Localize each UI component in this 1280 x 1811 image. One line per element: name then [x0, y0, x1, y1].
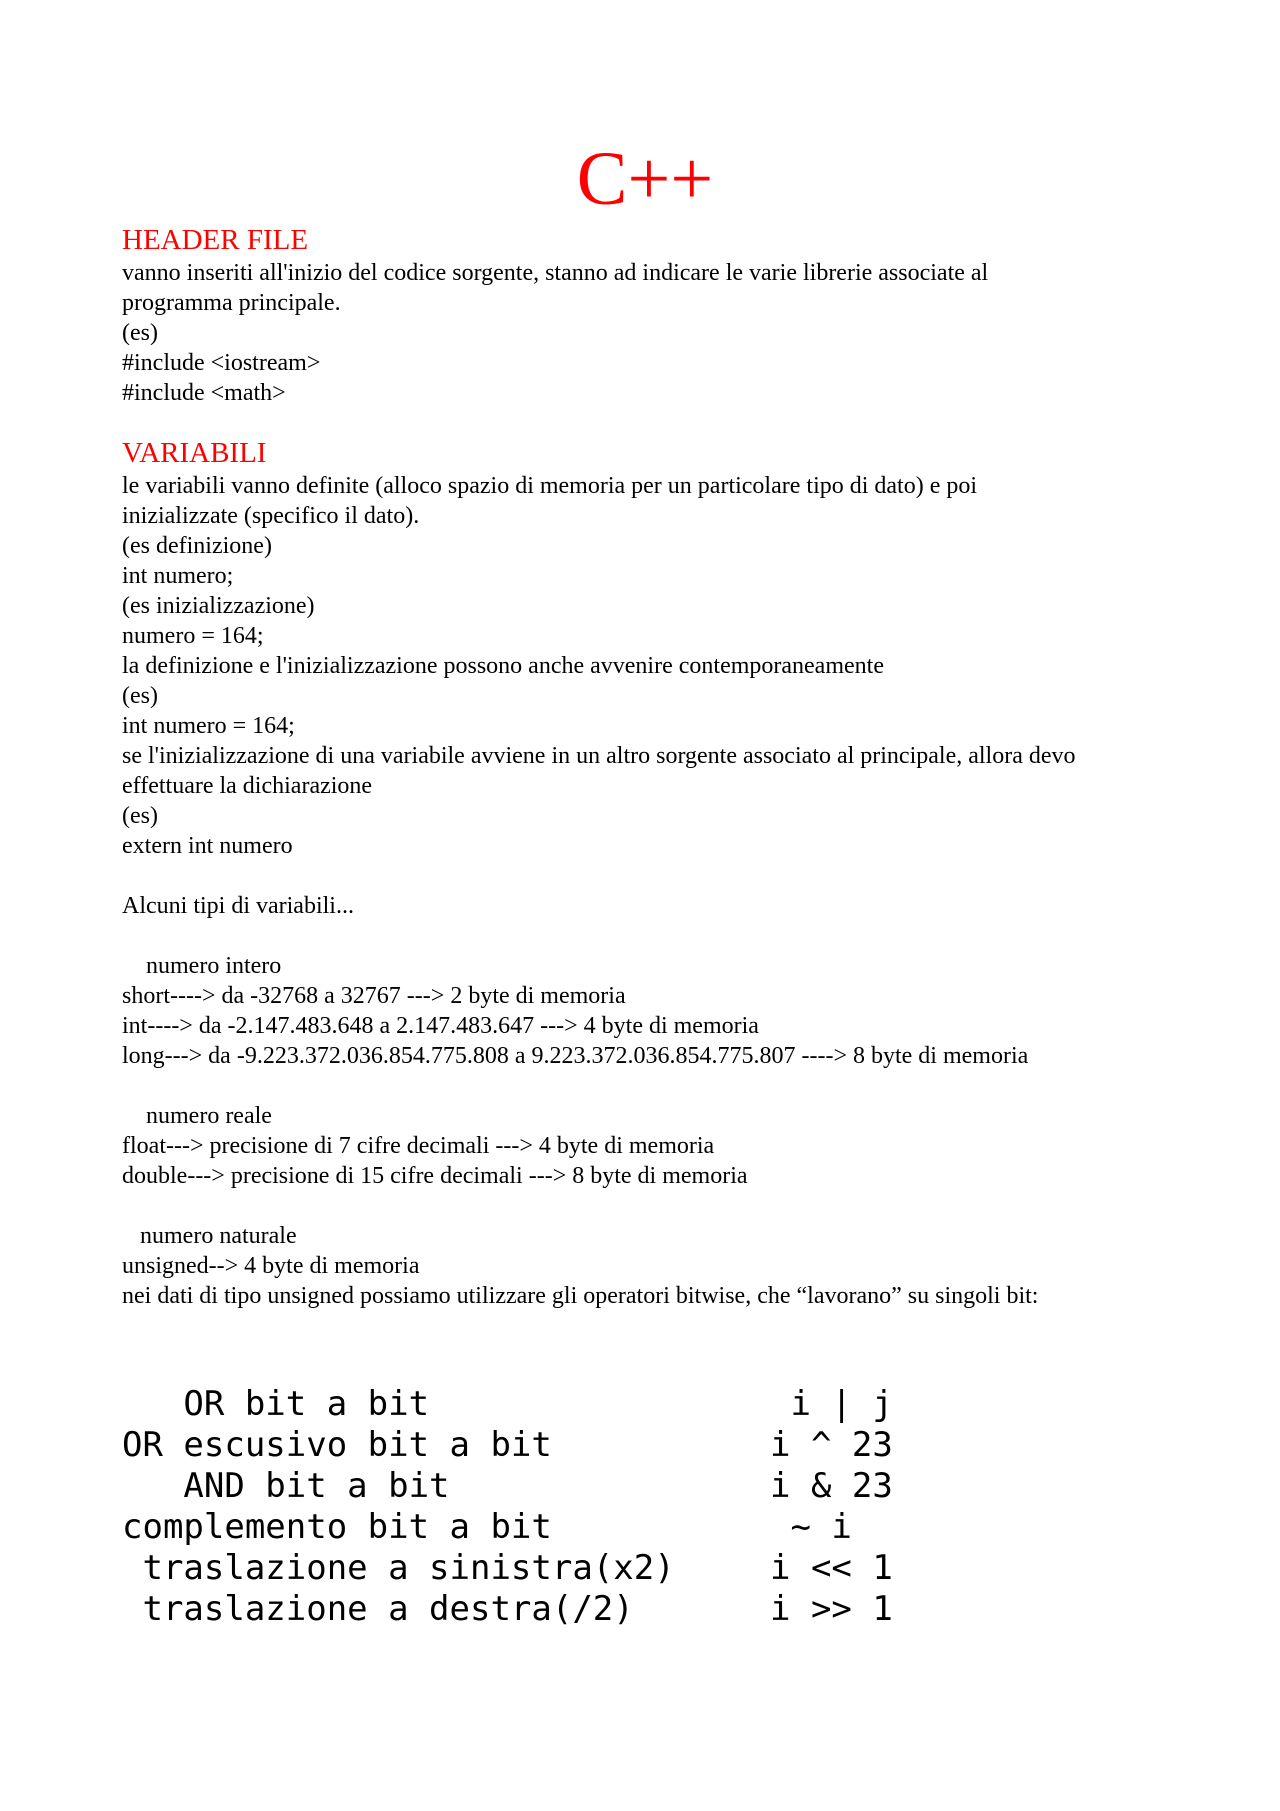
code-line: extern int numero [122, 833, 293, 859]
text-line: (es) [122, 683, 158, 709]
subheading-line: numero reale [122, 1103, 272, 1129]
operator-name: AND bit a bit [122, 1466, 450, 1506]
text-line: effettuare la dichiarazione [122, 773, 373, 799]
operator-expression: i << 1 [770, 1548, 893, 1588]
subheading-line: numero naturale [122, 1223, 297, 1249]
operator-name: traslazione a sinistra(x2) [122, 1548, 675, 1588]
text-line: la definizione e l'inizializzazione possono anche avvenire contemporaneamente [122, 653, 884, 679]
blank-line [122, 1191, 1182, 1221]
blank-line [122, 1071, 1182, 1101]
text-line: Alcuni tipi di variabili... [122, 893, 354, 919]
code-line: int numero; [122, 563, 234, 589]
header-file-body [122, 258, 1182, 408]
table-row [122, 1548, 893, 1589]
text-line: short----> da -32768 a 32767 ---> 2 byte di memoria [122, 983, 626, 1009]
text-line: (es inizializzazione) [122, 593, 315, 619]
blank-line [122, 921, 1182, 951]
text-line: long---> da -9.223.372.036.854.775.808 a 9.223.372.036.854.775.807 ----> 8 byte di memoria [122, 1043, 1029, 1069]
text-line: int----> da -2.147.483.648 a 2.147.483.647 ---> 4 byte di memoria [122, 1013, 759, 1039]
table-row [122, 1384, 893, 1425]
operator-name: OR bit a bit [122, 1384, 430, 1424]
table-row [122, 1466, 893, 1507]
text-line: le variabili vanno definite (alloco spazio di memoria per un particolare tipo di dato) e poi [122, 473, 978, 499]
subheading-line: numero intero [122, 953, 282, 979]
table-row [122, 1425, 893, 1466]
header-file-heading: HEADER FILE [122, 224, 309, 256]
text-line: float---> precisione di 7 cifre decimali ---> 4 byte di memoria [122, 1133, 715, 1159]
variabili-heading: VARIABILI [122, 437, 267, 469]
operator-expression: ~ i [770, 1507, 852, 1547]
code-line: #include <math> [122, 380, 286, 406]
operator-expression: i ^ 23 [770, 1425, 893, 1465]
text-line: programma principale. [122, 290, 341, 316]
code-line: int numero = 164; [122, 713, 295, 739]
text-line: (es) [122, 803, 158, 829]
table-row [122, 1507, 852, 1548]
variabili-body [122, 471, 1182, 1311]
operator-expression: i >> 1 [770, 1589, 893, 1629]
page-title: C++ [576, 137, 714, 221]
operator-expression: i | j [770, 1384, 893, 1424]
blank-line [122, 861, 1182, 891]
text-line: (es) [122, 320, 158, 346]
text-line: nei dati di tipo unsigned possiamo utilizzare gli operatori bitwise, che “lavorano” su singoli bit: [122, 1283, 1039, 1309]
bitwise-operators-table [122, 1384, 893, 1630]
operator-name: complemento bit a bit [122, 1507, 552, 1547]
code-line: numero = 164; [122, 623, 264, 649]
text-line: se l'inizializzazione di una variabile avviene in un altro sorgente associato al principale, allora devo [122, 743, 1076, 769]
operator-name: traslazione a destra(/2) [122, 1589, 634, 1629]
text-line: vanno inseriti all'inizio del codice sorgente, stanno ad indicare le varie librerie associate al [122, 260, 989, 286]
operator-name: OR escusivo bit a bit [122, 1425, 552, 1465]
text-line: unsigned--> 4 byte di memoria [122, 1253, 420, 1279]
code-line: #include <iostream> [122, 350, 321, 376]
text-line: (es definizione) [122, 533, 272, 559]
text-line: double---> precisione di 15 cifre decimali ---> 8 byte di memoria [122, 1163, 748, 1189]
operator-expression: i & 23 [770, 1466, 893, 1506]
table-row [122, 1589, 893, 1630]
text-line: inizializzate (specifico il dato). [122, 503, 420, 529]
